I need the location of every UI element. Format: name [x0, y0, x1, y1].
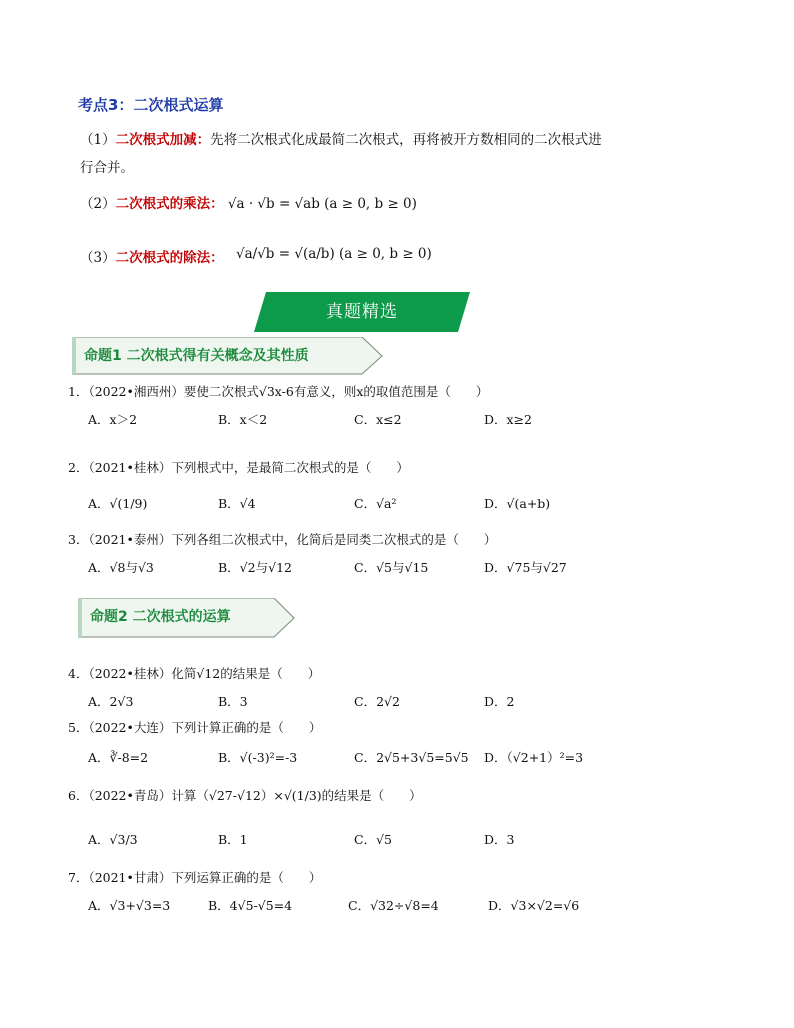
q4-option-d[interactable]: D．2: [484, 694, 515, 709]
q4-option-a[interactable]: A．2√3: [88, 694, 134, 709]
question-3-text: （2021•泰州）下列各组二次根式中，化简后是同类二次根式的是（ ）: [88, 532, 497, 547]
question-5: 5．（2022•大连）下列计算正确的是（ ）: [68, 720, 322, 735]
rule-2-label: 二次根式的乘法: [115, 196, 211, 212]
q6-option-b[interactable]: B．1: [218, 832, 248, 847]
q4-option-b[interactable]: B．3: [218, 694, 248, 709]
q5-option-d[interactable]: D．（√2+1）²=3: [484, 750, 584, 765]
q3-option-d[interactable]: D．√75与√27: [484, 560, 567, 575]
q1-option-b[interactable]: B．x＜2: [218, 412, 268, 427]
rule-1-number: （1）: [80, 132, 116, 148]
topic-2-header: [78, 598, 296, 638]
q6-option-c[interactable]: C．√5: [354, 832, 392, 847]
question-6: 6．（2022•青岛）计算（√27-√12）×√(1/3)的结果是（ ）: [68, 788, 422, 803]
rule-1: （1）二次根式加减：先将二次根式化成最简二次根式，再将被开方数相同的二次根式进: [80, 132, 602, 148]
topic-1-label: 命题1 二次根式得有关概念及其性质: [84, 348, 309, 364]
q7-option-d[interactable]: D．√3×√2=√6: [488, 898, 580, 913]
q2-option-a[interactable]: A．√(1/9): [88, 496, 148, 511]
q7-option-b[interactable]: B．4√5-√5=4: [208, 898, 293, 913]
section-title: 考点3：二次根式运算: [78, 96, 224, 114]
q5-option-c[interactable]: C．2√5+3√5=5√5: [354, 750, 469, 765]
q3-option-c[interactable]: C．√5与√15: [354, 560, 429, 575]
question-4-text: （2022•桂林）化简√12的结果是（ ）: [88, 666, 321, 681]
q2-option-d[interactable]: D．√(a+b): [484, 496, 551, 511]
q6-option-a[interactable]: A．√3/3: [88, 832, 138, 847]
q7-option-a[interactable]: A．√3+√3=3: [88, 898, 171, 913]
q2-option-b[interactable]: B．√4: [218, 496, 256, 511]
q2-option-c[interactable]: C．√a²: [354, 496, 397, 511]
q1-option-a[interactable]: A．x＞2: [88, 412, 138, 427]
rule-3-label: 二次根式的除法: [115, 250, 211, 266]
topic-2-label: 命题2 二次根式的运算: [90, 609, 231, 625]
rule-3-number: （3）: [80, 250, 116, 266]
q5-option-a[interactable]: A．∛-8=2: [88, 750, 149, 765]
question-7: 7．（2021•甘肃）下列运算正确的是（ ）: [68, 870, 322, 885]
q4-option-c[interactable]: C．2√2: [354, 694, 400, 709]
q7-option-c[interactable]: C．√32÷√8=4: [348, 898, 439, 913]
question-3: 3．（2021•泰州）下列各组二次根式中，化简后是同类二次根式的是（ ）: [68, 532, 497, 547]
question-2: 2．（2021•桂林）下列根式中，是最简二次根式的是（ ）: [68, 460, 409, 475]
rule-2: （2）二次根式的乘法： √a · √b = √ab (a ≥ 0, b ≥ 0): [80, 196, 417, 212]
question-5-text: （2022•大连）下列计算正确的是（ ）: [88, 720, 322, 735]
rule-1-continuation: 行合并。: [80, 160, 134, 176]
question-1-text: （2022•湘西州）要使二次根式√3x-6有意义，则x的取值范围是（ ）: [88, 384, 489, 399]
rule-2-number: （2）: [80, 196, 116, 212]
division-formula: √a/√b = √(a/b) (a ≥ 0, b ≥ 0): [236, 246, 432, 262]
rule-3: （3）二次根式的除法：: [80, 250, 224, 266]
question-2-text: （2021•桂林）下列根式中，是最简二次根式的是（ ）: [88, 460, 409, 475]
q5-option-b[interactable]: B．√(-3)²=-3: [218, 750, 298, 765]
multiplication-formula: √a · √b = √ab (a ≥ 0, b ≥ 0): [227, 196, 417, 212]
q3-option-b[interactable]: B．√2与√12: [218, 560, 292, 575]
question-6-text: （2022•青岛）计算（√27-√12）×√(1/3)的结果是（ ）: [88, 788, 422, 803]
banner-label: 真题精选: [326, 302, 398, 322]
question-1: 1．（2022•湘西州）要使二次根式√3x-6有意义，则x的取值范围是（ ）: [68, 384, 489, 399]
q1-option-d[interactable]: D．x≥2: [484, 412, 532, 427]
topic-1-header: [72, 337, 384, 375]
q3-option-a[interactable]: A．√8与√3: [88, 560, 154, 575]
q1-option-c[interactable]: C．x≤2: [354, 412, 402, 427]
banner-real-exams: [254, 292, 470, 332]
rule-1-text: 先将二次根式化成最简二次根式，再将被开方数相同的二次根式进: [210, 132, 602, 148]
question-7-text: （2021•甘肃）下列运算正确的是（ ）: [88, 870, 322, 885]
rule-1-label: 二次根式加减: [115, 132, 197, 148]
question-4: 4．（2022•桂林）化简√12的结果是（ ）: [68, 666, 321, 681]
q6-option-d[interactable]: D．3: [484, 832, 515, 847]
